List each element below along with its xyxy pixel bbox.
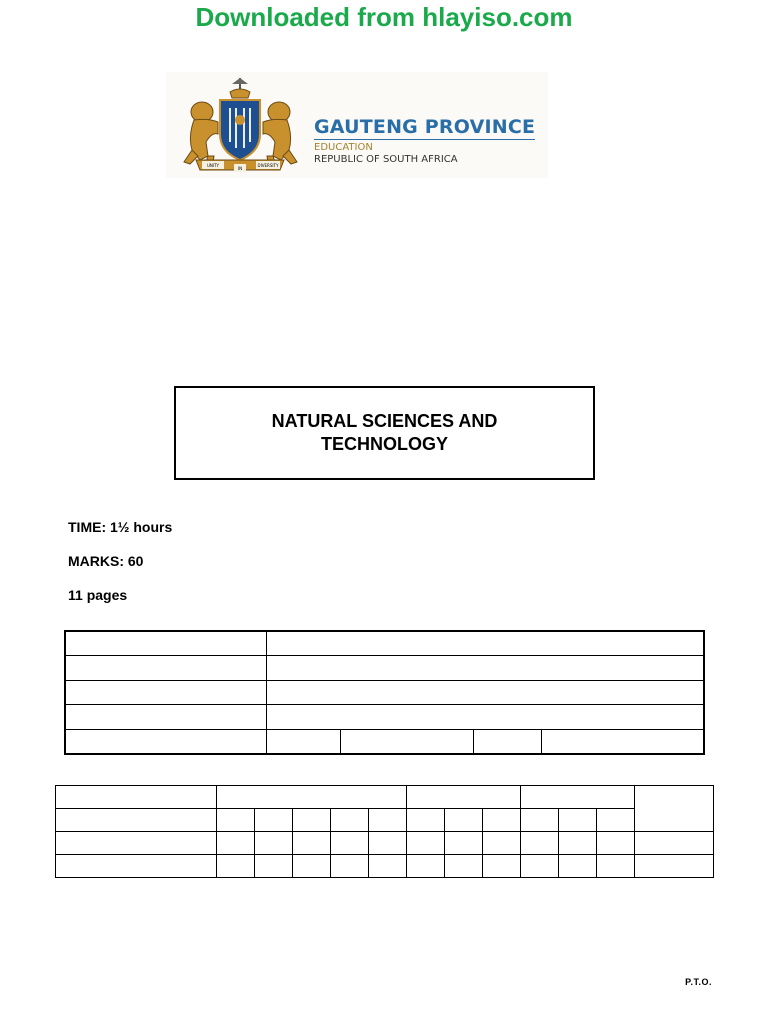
table-cell [483, 832, 521, 855]
table-cell [293, 832, 331, 855]
motto-left: UNITY [207, 163, 219, 168]
table-cell [635, 786, 714, 832]
table-cell [521, 832, 559, 855]
table-cell [597, 832, 635, 855]
marks-table [55, 785, 714, 878]
table-cell [217, 855, 255, 878]
gauteng-logo [166, 72, 548, 178]
table-row [65, 656, 704, 681]
table-cell[interactable] [65, 631, 266, 656]
table-cell[interactable] [266, 729, 340, 754]
subject-title-box [174, 386, 595, 480]
motto-right: DIVERSITY [257, 163, 279, 168]
table-cell[interactable] [65, 656, 266, 681]
table-cell [407, 855, 445, 878]
table-cell [445, 832, 483, 855]
table-cell [635, 855, 714, 878]
watermark-text: Downloaded from hlayiso.com [195, 2, 573, 32]
table-cell[interactable] [340, 729, 473, 754]
table-cell [521, 809, 559, 832]
logo-country: REPUBLIC OF SOUTH AFRICA [314, 154, 458, 165]
table-cell [369, 809, 407, 832]
table-cell [217, 832, 255, 855]
table-cell [597, 855, 635, 878]
table-cell [483, 855, 521, 878]
learner-details-table [64, 630, 705, 755]
table-row [56, 832, 714, 855]
table-cell[interactable] [266, 656, 704, 681]
logo-province: GAUTENG PROVINCE [314, 116, 536, 138]
marks-label: MARKS: 60 [68, 553, 144, 569]
table-row [56, 786, 714, 809]
table-cell [521, 786, 635, 809]
table-cell [255, 855, 293, 878]
table-cell [559, 832, 597, 855]
table-cell[interactable] [266, 705, 704, 730]
coat-of-arms-icon [178, 76, 303, 176]
table-cell[interactable] [266, 631, 704, 656]
table-cell [521, 855, 559, 878]
table-cell[interactable] [541, 729, 704, 754]
table-cell [369, 855, 407, 878]
table-cell [559, 855, 597, 878]
table-row [65, 705, 704, 730]
table-row [56, 855, 714, 878]
table-cell [597, 809, 635, 832]
table-cell [293, 855, 331, 878]
table-cell[interactable] [266, 680, 704, 705]
table-cell [331, 855, 369, 878]
table-cell [56, 832, 217, 855]
pages-label: 11 pages [68, 587, 128, 603]
table-row [56, 809, 714, 832]
table-row [65, 680, 704, 705]
table-cell [331, 809, 369, 832]
table-row [65, 729, 704, 754]
motto-mid: IN [237, 166, 243, 171]
table-cell [217, 786, 407, 809]
subject-title-line2: TECHNOLOGY [320, 434, 448, 454]
table-cell [293, 809, 331, 832]
table-cell [217, 809, 255, 832]
table-cell [407, 809, 445, 832]
table-cell [445, 809, 483, 832]
table-cell[interactable] [65, 680, 266, 705]
table-row [65, 631, 704, 656]
table-cell [635, 832, 714, 855]
table-cell [369, 832, 407, 855]
table-cell [483, 809, 521, 832]
subject-title-line1: NATURAL SCIENCES AND [271, 411, 498, 431]
table-cell[interactable] [65, 729, 266, 754]
table-cell [56, 855, 217, 878]
table-cell [445, 855, 483, 878]
table-cell [56, 809, 217, 832]
table-cell [407, 832, 445, 855]
table-cell [255, 809, 293, 832]
table-cell[interactable] [473, 729, 541, 754]
logo-text [314, 116, 535, 165]
logo-department: EDUCATION [314, 142, 373, 153]
table-cell[interactable] [65, 705, 266, 730]
table-cell [56, 786, 217, 809]
time-label: TIME: 1½ hours [68, 519, 173, 535]
table-cell [559, 809, 597, 832]
pto-label: P.T.O. [685, 977, 712, 987]
table-cell [255, 832, 293, 855]
table-cell [407, 786, 521, 809]
table-cell [331, 832, 369, 855]
